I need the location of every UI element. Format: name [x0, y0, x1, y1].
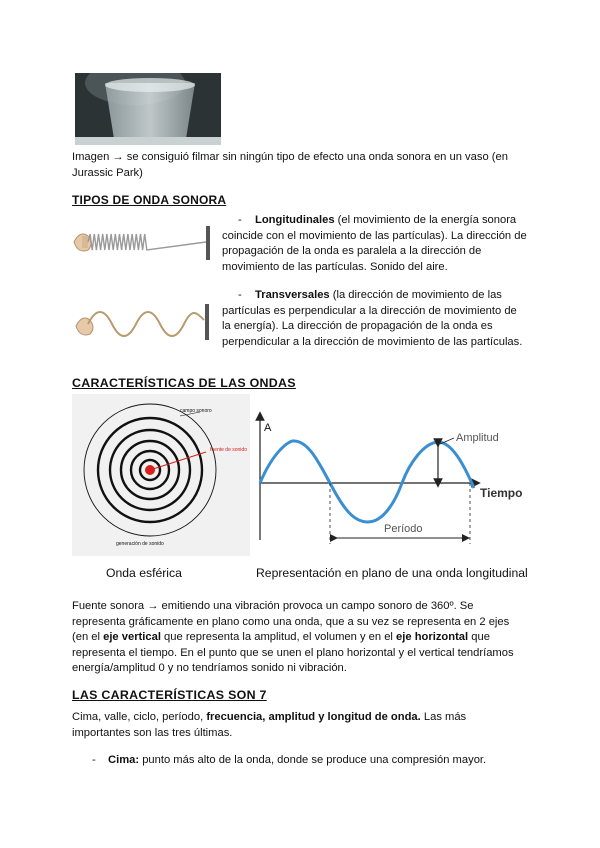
transversales-desc: (la dirección de movimiento de las partículas es perpendicular a la dirección de movimiento de la energía). La dirección de propagación de la onda es perpendicular a la dirección de movimiento de las partículas. [222, 289, 523, 348]
cima-term: Cima: [108, 754, 140, 766]
section-title-caracteristicas: CARACTERÍSTICAS DE LAS ONDAS [72, 376, 296, 390]
transversales-term: Transversales [255, 289, 330, 301]
paragraph-part-3: que representa el tiempo. En el punto que se unen el plano horizontal y el vertical tendríamos energía/amplitud 0 y no tendríamos sonido ni vibración. [72, 631, 514, 675]
label-tiempo: Tiempo [480, 486, 523, 500]
intro-caption: Imagen → se consiguió filmar sin ningún tipo de efecto una onda sonora en un vaso (en Jurassic Park) [72, 151, 508, 179]
caption-representacion: Representación en plano de una onda longitudinal [256, 566, 528, 580]
label-campo-sonoro: campo sonoro [180, 408, 212, 414]
cima-definition [108, 753, 528, 769]
glass-illustration [75, 73, 221, 145]
paragraph-part-2: Las más importantes son las tres últimas. [72, 711, 467, 739]
caption-onda-esferica: Onda esférica [106, 566, 182, 580]
glass-photo [75, 73, 221, 145]
bullet-cima: - [92, 754, 96, 766]
paragraph-caracteristicas [72, 710, 524, 741]
label-generacion-sonido: generación de sonido [116, 541, 164, 547]
label-amplitud: Amplitud [456, 432, 499, 444]
transversales-text [222, 288, 527, 350]
label-periodo: Período [384, 523, 423, 535]
bullet-transversales: - [238, 289, 242, 301]
wave-graph [254, 410, 524, 550]
spherical-wave-diagram [72, 394, 250, 556]
section-title-tipos: TIPOS DE ONDA SONORA [72, 193, 227, 207]
label-fuente-sonido: fuente de sonido [210, 447, 247, 453]
paragraph-part-1: Cima, valle, ciclo, período, [72, 711, 207, 723]
bold-eje-horizontal: eje horizontal [396, 631, 469, 644]
cima-desc: punto más alto de la onda, donde se produce una compresión mayor. [139, 754, 487, 766]
bold-eje-vertical: eje vertical [103, 631, 161, 644]
bold-importantes: frecuencia, amplitud y longitud de onda. [206, 711, 421, 723]
paragraph-fuente-sonora [72, 599, 524, 677]
paragraph-part-1: Fuente sonora → emitiendo una vibración provoca un campo sonoro de 360º. Se representa gráficamente en plano como una onda, que a su vez se representa en 2 ejes (en el [72, 600, 510, 644]
axis-label-a: A [264, 422, 272, 434]
longitudinales-text [222, 213, 527, 275]
spring-illustration [72, 222, 214, 262]
section-title-siete: LAS CARACTERÍSTICAS SON 7 [72, 688, 267, 702]
rope-wave-illustration [72, 300, 214, 344]
paragraph-part-2: que representa la amplitud, el volumen y en el [160, 631, 397, 644]
longitudinales-term: Longitudinales [255, 214, 335, 226]
longitudinales-desc: (el movimiento de la energía sonora coincide con el movimiento de las partículas). La dirección de propagación de la onda es paralela a la dirección de movimiento de las partículas. Sonido del aire. [222, 214, 527, 273]
bullet-longitudinales: - [238, 214, 242, 226]
